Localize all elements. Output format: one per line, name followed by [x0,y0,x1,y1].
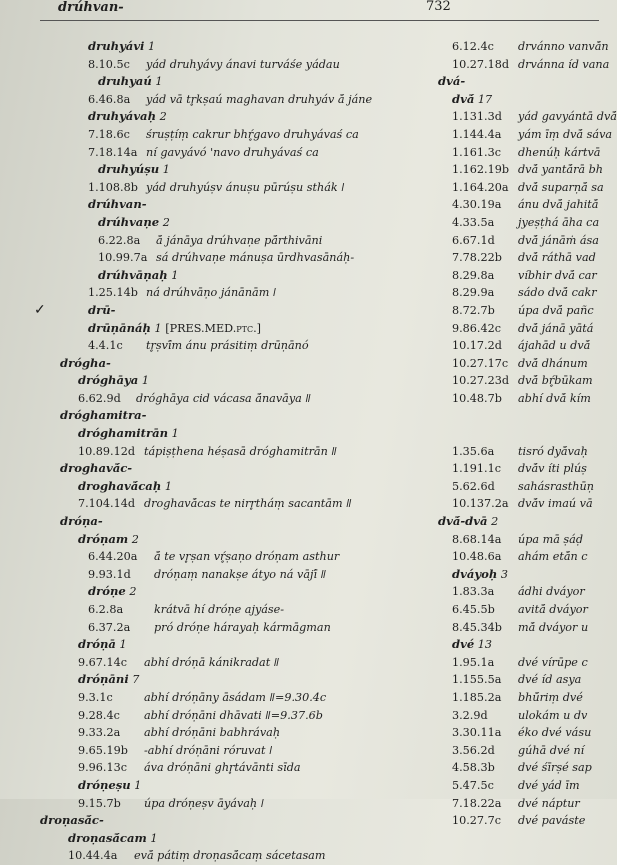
count: 1 [134,778,142,792]
reference: 9.65.19b [78,743,128,757]
index-line [60,654,440,672]
index-line [60,495,440,513]
headword: drógha- [60,355,111,370]
index-line [452,337,602,355]
verse-text: dvā́ jánā yātá [518,321,594,335]
verse-text: yád druhyúṣv ánuṣu pūrúṣu sthák ǀ [146,180,345,194]
verse-text: víbhir dvā́ car [518,268,597,282]
verse-text: evā́ pátiṃ droṇasā́caṃ sácetasam [134,849,326,863]
count: 1 [154,321,162,335]
reference: 1.164.20a [452,180,509,194]
verse-text: ánu dvā́ jahitā́ [518,198,599,212]
reference: 9.93.1d [88,567,131,581]
index-line [60,777,440,795]
verse-text: dvā́ bŕ̥būkam [518,374,593,388]
verse-text: ā́ jánāya drúhvaṇe pā́rthivāni [156,233,323,247]
reference: 4.33.5a [452,215,495,229]
reference: 5.62.6d [452,479,495,493]
count: 1 [119,638,127,652]
left-column [34,38,440,865]
index-line [34,301,440,320]
handwritten-checkmark: ✓ [34,301,46,318]
reference: 9.96.13c [78,761,127,775]
count: 1 [141,374,149,388]
count: 1 [171,427,179,441]
headword: dvā́-dvā [438,514,488,529]
verse-text: yám īṃ dvā́ sáva [518,127,613,141]
reference: 7.18.14a [88,145,138,159]
index-line [452,583,602,601]
verse-text: sádo dvā́ cakr [518,286,597,300]
reference: 10.48.7b [452,391,502,405]
index-line [60,636,440,654]
index-line [60,267,440,285]
reference: 6.46.8a [88,92,131,106]
count: 17 [477,92,493,106]
index-line [452,742,602,760]
count: 1 [155,75,163,89]
reference: 10.48.6a [452,550,502,564]
reference: 7.18.6c [88,127,130,141]
verse-text: dhenúḥ kártvā [518,145,601,159]
reference: 9.3.1c [78,690,113,704]
verse-text: drvánna íd vana [518,57,610,71]
headword: dróghāya [78,373,139,388]
verse-text: śruṣṭíṃ cakrur bhŕ̥gavo druhyávaś ca [146,127,359,141]
verse-text: jyeṣṭhá āha ca [518,215,600,229]
headword: druhyaú [98,74,152,89]
reference: 6.45.5b [452,603,495,616]
reference: 6.12.4c [452,40,494,53]
index-line [452,460,602,478]
reference: 1.25.14b [88,286,138,300]
index-line [60,847,440,865]
verse-text: dvā́ yantā́rā bh [518,163,604,177]
index-line [60,179,440,197]
index-line [452,636,602,654]
count: 2 [159,110,167,124]
headword: drúhvāṇaḥ [98,267,168,282]
headword: druhyávi [88,39,145,53]
index-line [452,302,602,320]
verse-text: avitā́ dváyor [518,603,588,616]
count: 2 [162,215,170,229]
index-line [60,566,440,584]
index-line [60,425,440,443]
index-line [452,161,602,179]
verse-text: dróghāya cid vácasa ā́navāya ǁ [136,391,311,405]
headword: dróṇā [78,637,116,652]
reference: 10.27.18d [452,57,509,71]
verse-text: yád druhyávy ánavi turváśe yádau [146,57,340,71]
index-line [60,707,440,725]
headword: drūṇānáḥ [88,320,151,335]
verse-text: ahám etā́n c [518,550,588,564]
verse-text: drvánno vanvā́n [518,40,609,53]
verse-text: dvā́ jánāṁ ása [518,233,599,247]
reference: 10.137.2a [452,497,509,511]
grammar-note: [PRES.MED.ptc.] [165,321,262,335]
verse-text: áva dróṇāni ghr̥távānti sīda [144,761,301,775]
headword: dvé [452,637,475,652]
reference: 9.67.14c [78,655,127,669]
reference: 7.104.14d [78,497,135,511]
index-line [452,144,602,162]
verse-text: dvé śīrṣé sap [518,761,592,775]
header-rule [40,20,599,21]
index-line [60,513,440,531]
index-line [60,56,440,74]
index-line [452,390,602,408]
headword: dróghamitrān [78,426,169,441]
index-line [452,214,602,232]
index-line [60,742,440,760]
reference: 10.27.7c [452,814,501,828]
headword: drúhvaṇe [98,214,160,229]
headword: dróṇam [78,531,129,546]
index-line [60,196,440,214]
headword: droṇasā́c- [40,813,104,828]
reference: 10.27.17c [452,356,509,370]
verse-text: dvā́ ráthā vad [518,251,596,265]
verse-text: yád gavyántā dvā́ [518,110,617,124]
reference: 4.58.3b [452,761,495,775]
index-line [60,232,440,250]
verse-text: abhí dróṇāni babhrávaḥ [144,726,281,740]
index-line [452,601,602,619]
verse-text: sahásrasthūṇ [518,479,594,493]
reference: 8.45.34b [452,620,502,634]
index-line [452,478,602,496]
verse-text: úpa dróṇeṣv āyávaḥ ǀ [144,796,264,810]
index-line [452,372,602,390]
index-line [452,671,602,689]
headword: dváyoḥ [452,566,498,581]
index-line [60,443,440,461]
index-line [60,91,440,109]
index-line [452,689,602,707]
index-line [60,795,440,813]
index-line [452,108,617,126]
count: 2 [131,532,139,546]
index-line [60,724,440,742]
headword: dvá- [438,74,466,89]
running-header: drúhvan- [58,0,124,15]
count: 1 [164,479,172,493]
reference: 4.4.1c [88,339,123,353]
verse-text: éko dvé vásu [518,726,592,740]
reference: 1.95.1a [452,655,495,669]
index-line [60,337,440,355]
index-line [60,320,440,338]
reference: 10.89.12d [78,444,135,458]
reference: 8.29.8a [452,268,495,282]
index-line [452,407,602,425]
headword: drū- [88,302,116,317]
reference: 10.99.7a [98,251,148,265]
index-line [452,56,610,74]
index-line [452,38,609,56]
reference: 4.30.19a [452,198,502,212]
headword: droṇasā́cam [68,830,147,845]
verse-text: dvé íd asya [518,673,582,687]
verse-text: úpa mā ṣáḍ [518,532,584,546]
verse-text: dróṇaṃ nanakṣe átyo ná vājī́ ǁ [154,567,327,581]
verse-text: tr̥ṣvī́m ánu prásitiṃ drūṇānó [146,339,309,353]
right-column [438,38,617,830]
verse-text: sá drúhvaṇe mánuṣa ūrdhvasānáḥ- [156,251,355,265]
verse-text: krátvā hí dróṇe ajyáse- [154,603,285,616]
reference: 9.86.42c [452,321,501,335]
reference: 6.2.8a [88,603,124,616]
index-line [452,707,602,725]
index-line [60,372,440,390]
index-line [60,390,440,408]
verse-text: bhū́riṃ dvé [518,690,583,704]
verse-text: gúhā dvé ní [518,743,585,757]
index-line [60,689,440,707]
verse-text: úpa dvā́ pañc [518,303,594,317]
headword: dróṇe [88,584,126,599]
index-line [452,284,602,302]
index-line [452,355,602,373]
index-line [452,777,602,795]
reference: 6.67.1d [452,233,495,247]
verse-text: dvé yád īm [518,778,580,792]
index-line [452,232,602,250]
headword: dvā́ [452,91,475,106]
reference: 10.44.4a [68,849,118,863]
index-line [40,812,440,830]
index-line [60,759,440,777]
verse-text: dvā́v íti plúṣ [518,462,587,476]
reference: 6.62.9d [78,391,121,405]
reference: 9.28.4c [78,708,120,722]
verse-text: tisró dyā́vaḥ [518,444,588,458]
verse-text: pró dróṇe hárayaḥ kármāgman [154,620,331,634]
reference: 1.35.6a [452,444,495,458]
verse-text: abhí dróṇā kánikradat ǁ [144,655,280,669]
index-line [60,601,440,619]
index-line [60,460,440,478]
verse-text: yád vā tr̥kṣaú maghavan druhyáv ā́ jáne [146,92,373,106]
index-line [60,126,440,144]
index-line [60,214,440,232]
headword: drúhvan- [88,197,147,212]
verse-text: -abhí dróṇāni róruvat ǀ [144,743,273,757]
index-line [452,548,602,566]
verse-text: ná drúhvāṇo jánānām ǀ [146,286,277,300]
reference: 1.191.1c [452,462,501,476]
index-line [452,795,602,813]
verse-text: ulokám u dv [518,708,588,722]
reference: 10.17.2d [452,339,502,353]
reference: 10.27.23d [452,374,509,388]
verse-text: dvé vírūpe c [518,655,588,669]
reference: 8.29.9a [452,286,495,300]
verse-text: ájahād u dvā́ [518,339,591,353]
verse-text: abhí dróṇāni dhāvati ǁ=9.37.6b [144,708,323,722]
index-line [452,196,602,214]
reference: 9.15.7b [78,796,121,810]
count: 3 [500,567,508,581]
verse-text: ádhi dváyor [518,585,585,599]
count: 2 [129,585,137,599]
count: 2 [491,515,499,529]
index-line [452,267,602,285]
index-line [452,320,602,338]
reference: 9.33.2a [78,726,121,740]
index-line [60,548,440,566]
verse-text: tápiṣṭhena héṣasā dróghamitrān ǁ [144,444,337,458]
reference: 6.44.20a [88,550,138,564]
count: 1 [148,40,156,53]
headword: dróghamitra- [60,408,147,423]
index-line [60,407,440,425]
index-line [452,619,602,637]
reference: 3.2.9d [452,708,488,722]
index-line [452,812,602,830]
verse-text: ā́ te vr̥ṣan vŕ̥ṣaṇo dróṇam asthur [154,550,340,564]
verse-text: dvā́v imaú vā [518,497,593,511]
index-line [452,654,602,672]
index-line [452,179,602,197]
verse-text: dvā́ suparṇā́ sa [518,180,604,194]
count: 1 [171,268,179,282]
reference: 6.37.2a [88,620,131,634]
index-line [452,443,602,461]
reference: 3.30.11a [452,726,502,740]
index-line [452,249,602,267]
reference: 8.72.7b [452,303,495,317]
index-line [60,161,440,179]
index-line [60,478,440,496]
reference: 3.56.2d [452,743,495,757]
reference: 1.83.3a [452,585,495,599]
reference: 5.47.5c [452,778,494,792]
index-line [60,144,440,162]
headword: dróṇa- [60,514,103,529]
index-line [452,91,602,109]
index-line [452,759,602,777]
count: 7 [132,673,140,687]
verse-text: dvé náptur [518,796,580,810]
index-line [60,355,440,373]
index-line [60,108,440,126]
index-line [60,284,440,302]
verse-text: droghavā́cas te nirr̥tháṃ sacantām ǁ [144,497,352,511]
reference: 6.22.8a [98,233,141,247]
verse-text: dvā́ dhánum [518,356,588,370]
reference: 1.108.8b [88,180,138,194]
reference: 1.144.4a [452,127,502,141]
reference: 1.185.2a [452,690,502,704]
reference: 1.131.3d [452,110,502,124]
index-line [438,73,602,91]
reference: 8.10.5c [88,57,130,71]
reference: 1.161.3c [452,145,501,159]
index-line [60,671,440,689]
count: 13 [477,638,493,652]
verse-text: dvé paváste [518,814,586,828]
headword: dróṇeṣu [78,777,131,792]
index-line [452,531,602,549]
headword: druhyávaḥ [88,109,157,124]
index-line [60,249,440,267]
headword: droghavā́caḥ [78,478,162,493]
index-line [452,425,602,443]
headword: droghavā́c- [60,461,133,476]
count: 1 [150,831,158,845]
index-line [452,126,613,144]
headword: dróṇāni [78,672,129,687]
index-line [60,583,440,601]
reference: 1.155.5a [452,673,502,687]
reference: 7.78.22b [452,251,502,265]
index-line [452,724,602,742]
headword: druhyúṣu [98,162,160,177]
index-line [452,566,602,584]
count: 1 [162,163,170,177]
verse-text: ní gavyávó 'navo druhyávaś ca [146,145,319,159]
index-line [60,38,440,56]
index-line [452,495,602,513]
verse-text: abhí dvā́ kím [518,391,591,405]
index-line [60,830,440,848]
reference: 8.68.14a [452,532,502,546]
index-line [60,73,440,91]
page-number: 732 [426,0,451,14]
verse-text: abhí dróṇāny āsádam ǁ=9.30.4c [144,690,327,704]
verse-text: mā́ dváyor u [518,620,589,634]
index-line [438,513,602,531]
index-line [60,531,440,549]
index-line [60,619,440,637]
reference: 7.18.22a [452,796,502,810]
reference: 1.162.19b [452,163,509,177]
